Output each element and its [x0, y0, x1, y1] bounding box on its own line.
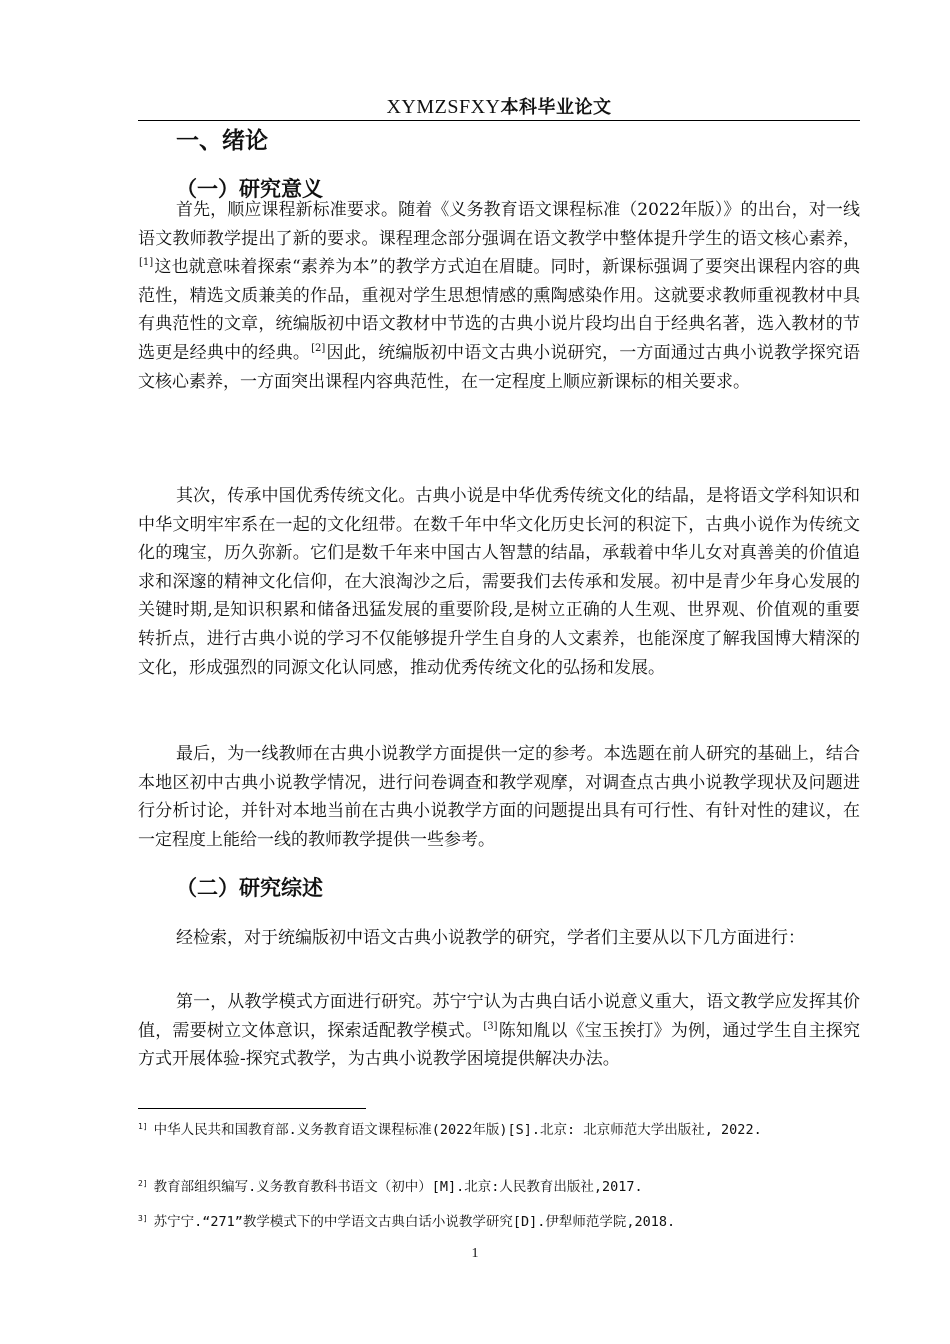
footnote-divider	[138, 1108, 366, 1109]
paragraph-text: 首先，顺应课程新标准要求。随着《义务教育语文课程标准（2022年版）》的出台，对一线语文教师教学提出了新的要求。课程理念部分强调在语文教学中整体提升学生的语文核心素养，	[138, 200, 860, 249]
footnote-2	[138, 1175, 860, 1199]
footnote-mark: 2]	[138, 1179, 148, 1188]
paragraph-text: 因此，统编版初中语文古典小说研究，一方面通过古典小说教学探究语文核心素养，一方面突出课程内容典范性，在一定程度上顺应新课标的相关要求。	[138, 342, 861, 392]
header-school-code: XYMZSFXY	[386, 96, 501, 118]
subsection-heading-significance: （一）研究意义	[176, 177, 323, 201]
page-number: 1	[471, 1246, 479, 1261]
footnote-3	[138, 1210, 860, 1234]
citation-3[interactable]: [3]	[483, 1020, 498, 1032]
footnote-text: 苏宁宁.“271”教学模式下的中学语文古典白话小说教学研究[D].伊犁师范学院,2018.	[153, 1214, 676, 1230]
subsection-heading-review: （二）研究综述	[176, 876, 323, 900]
footnote-text: 中华人民共和国教育部.义务教育语文课程标准(2022年版)[S].北京: 北京师范大学出版社, 2022.	[153, 1122, 762, 1138]
citation-2[interactable]: [2]	[311, 342, 326, 354]
paragraph-new-standards	[138, 196, 860, 396]
paragraph-text: 这也就意味着探索“素养为本”的教学方式迫在眉睫。同时，新课标强调了要突出课程内容的典范性，精选文质兼美的作品，重视对学生思想情感的熏陶感染作用。这就要求教师重视教材中具有典范性的文章，统编版初中语文教材中节选的古典小说片段均出自于经典名著，选入教材的节选更是经典中的经典。	[138, 257, 860, 363]
page-header	[138, 95, 860, 120]
footnote-mark: 3]	[138, 1214, 148, 1223]
header-title: 本科毕业论文	[500, 97, 612, 118]
paragraph-reference-for-teachers: 最后，为一线教师在古典小说教学方面提供一定的参考。本选题在前人研究的基础上，结合本地区初中古典小说教学情况，进行问卷调查和教学观摩，对调查点古典小说教学现状及问题进行分析讨论，并针对本地当前在古典小说教学方面的问题提出具有可行性、有针对性的建议，在一定程度上能给一线的教师教学提供一些参考。	[138, 744, 860, 850]
paragraph-text: 第一，从教学模式方面进行研究。苏宁宁认为古典白话小说意义重大，语文教学应发挥其价值，需要树立文体意识，探索适配教学模式。	[138, 992, 860, 1041]
paragraph-text: 陈知胤以《宝玉挨打》为例，通过学生自主探究方式开展体验-探究式教学，为古典小说教学困境提供解决办法。	[138, 1020, 861, 1070]
header-divider	[138, 120, 860, 121]
footnote-mark: 1]	[138, 1122, 148, 1131]
footnote-text: 教育部组织编写.义务教育教科书语文（初中）[M].北京:人民教育出版社,2017.	[153, 1179, 643, 1195]
paragraph-tradition: 其次，传承中国优秀传统文化。古典小说是中华优秀传统文化的结晶，是将语文学科知识和中华文明牢牢系在一起的文化纽带。在数千年中华文化历史长河的积淀下，古典小说作为传统文化的瑰宝，历久弥新。它们是数千年来中国古人智慧的结晶，承载着中华儿女对真善美的价值追求和深邃的精神文化信仰，在大浪淘沙之后，需要我们去传承和发展。初中是青少年身心发展的关键时期,是知识积累和储备迅猛发展的重要阶段,是树立正确的人生观、世界观、价值观的重要转折点，进行古典小说的学习不仅能够提升学生自身的人文素养，也能深度了解我国博大精深的文化，形成强烈的同源文化认同感，推动优秀传统文化的弘扬和发展。	[138, 486, 860, 678]
footnote-1	[138, 1118, 860, 1142]
paragraph-teaching-mode	[138, 988, 860, 1074]
citation-1[interactable]: [1]	[139, 257, 154, 269]
paragraph-review-intro: 经检索，对于统编版初中语文古典小说教学的研究，学者们主要从以下几方面进行：	[176, 928, 805, 948]
section-heading: 一、绪论	[176, 128, 268, 154]
